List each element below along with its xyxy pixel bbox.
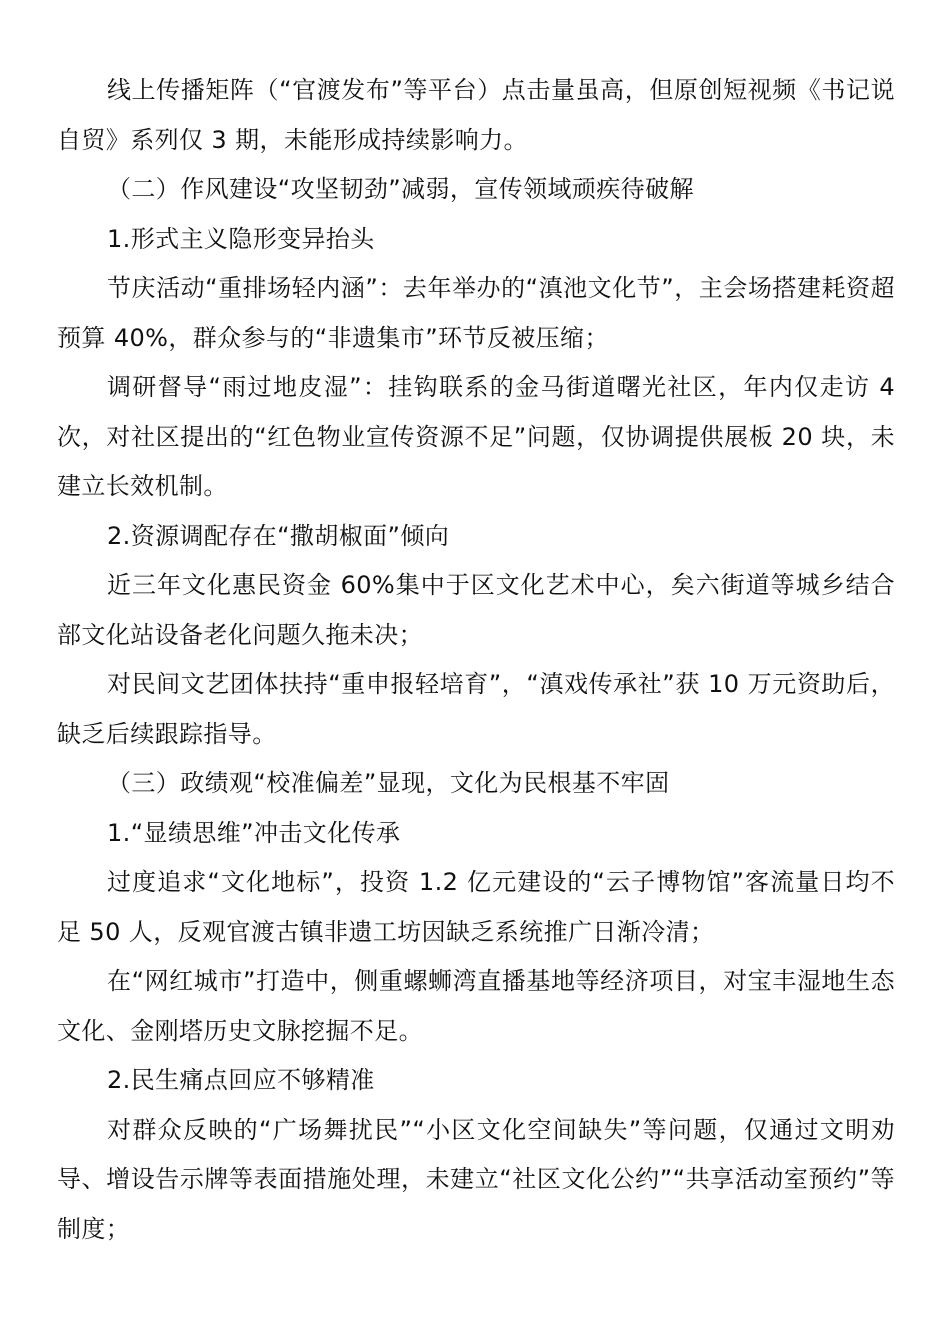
subheading-livelihood: 2.民生痛点回应不够精准	[107, 1066, 375, 1094]
subheading-formalism: 1.形式主义隐形变异抬头	[107, 224, 375, 253]
paragraph-online-matrix: 线上传播矩阵（“官渡发布”等平台）点击量虽高，但原创短视频《书记说自贸》系列仅 3 期，未能形成持续影响力。	[57, 76, 895, 154]
paragraph-funding: 近三年文化惠民资金 60%集中于区文化艺术中心，矣六街道等城乡结合部文化站设备老化问题久拖未决；	[57, 571, 895, 649]
paragraph-internet-city: 在“网红城市”打造中，侧重螺蛳湾直播基地等经济项目，对宝丰湿地生态文化、金刚塔历史文脉挖掘不足。	[57, 967, 895, 1045]
paragraph-public-concerns: 对群众反映的“广场舞扰民”“小区文化空间缺失”等问题，仅通过文明劝导、增设告示牌等表面措施处理，未建立“社区文化公约”“共享活动室预约”等制度；	[57, 1115, 895, 1243]
paragraph-folk-groups: 对民间文艺团体扶持“重申报轻培育”，“滇戏传承社”获 10 万元资助后，缺乏后续跟踪指导。	[57, 670, 895, 748]
paragraph-festival: 节庆活动“重排场轻内涵”：去年举办的“滇池文化节”，主会场搭建耗资超预算 40%，群众参与的“非遗集市”环节反被压缩；	[57, 274, 895, 352]
heading-section-2: （二）作风建设“攻坚韧劲”减弱，宣传领域顽疾待破解	[107, 175, 694, 203]
document-page	[57, 66, 895, 1254]
heading-section-3: （三）政绩观“校准偏差”显现，文化为民根基不牢固	[107, 769, 670, 797]
paragraph-cultural-landmark: 过度追求“文化地标”，投资 1.2 亿元建设的“云子博物馆”客流量日均不足 50 人，反观官渡古镇非遗工坊因缺乏系统推广日渐冷清；	[57, 868, 895, 946]
subheading-resource-allocation: 2.资源调配存在“撒胡椒面”倾向	[107, 521, 450, 550]
subheading-visible-achievements: 1.“显绩思维”冲击文化传承	[107, 818, 401, 847]
paragraph-research-supervision: 调研督导“雨过地皮湿”：挂钩联系的金马街道曙光社区，年内仅走访 4 次，对社区提出的“红色物业宣传资源不足”问题，仅协调提供展板 20 块，未建立长效机制。	[57, 373, 895, 500]
